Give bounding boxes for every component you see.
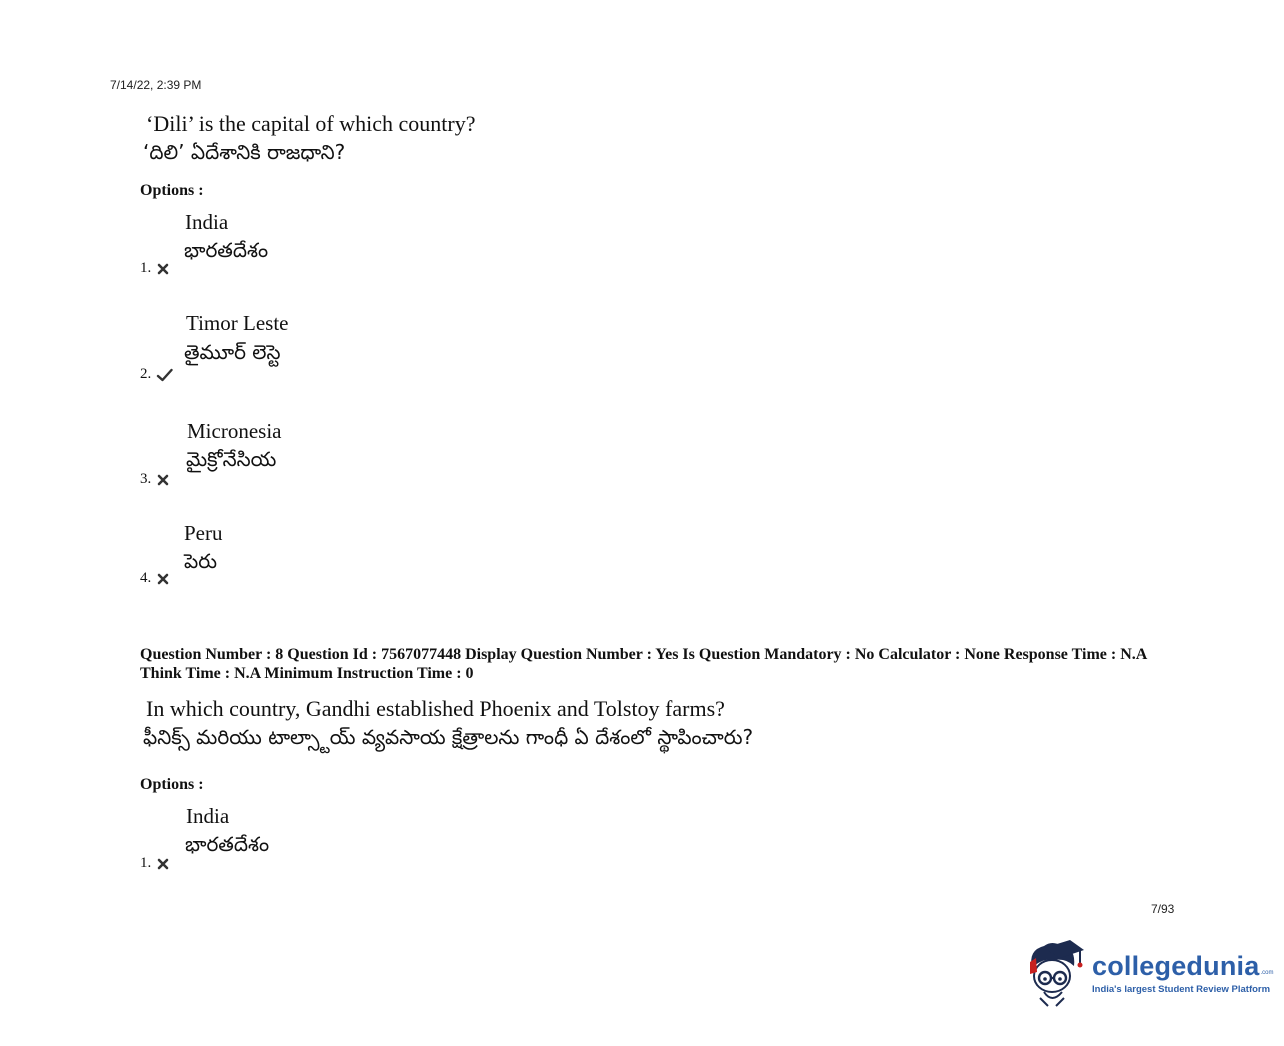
option-number: 3. (140, 471, 152, 487)
option-3-marker (140, 471, 170, 488)
option-1-telugu: భారతదేశం (184, 238, 269, 262)
option-1-english: India (185, 210, 229, 234)
option-2-telugu: తైమూర్ లెస్టె (184, 340, 281, 364)
option-1-marker (140, 855, 170, 872)
question-meta: Question Number : 8 Question Id : 7567077448 Display Question Number : Yes Is Question Mandatory : No Calculator : None Response Time : N.A Think Time : N.A Minimum Instruction Time : 0 (140, 646, 1147, 682)
cross-icon (156, 262, 170, 276)
print-timestamp: 7/14/22, 2:39 PM (110, 78, 202, 92)
option-4-telugu: పెరు (184, 549, 217, 573)
option-number: 4. (140, 570, 152, 586)
option-4-english: Peru (184, 521, 223, 545)
option-number: 1. (140, 260, 152, 276)
checkmark-icon (156, 368, 173, 382)
page-number: 7/93 (1151, 902, 1175, 916)
question-text-english: ‘Dili’ is the capital of which country? (146, 111, 476, 136)
options-label: Options : (140, 776, 204, 793)
mascot-icon (1022, 938, 1086, 1008)
logo-tagline: India's largest Student Review Platform (1092, 984, 1271, 995)
option-1-marker (140, 260, 170, 277)
cross-icon (156, 572, 170, 586)
logo-wordmark: collegedunia (1092, 951, 1260, 981)
option-2-marker (140, 366, 173, 383)
option-number: 2. (140, 366, 152, 382)
option-1-english: India (186, 804, 230, 828)
cross-icon (156, 473, 170, 487)
option-2-english: Timor Leste (186, 311, 289, 335)
option-1-telugu: భారతదేశం (185, 832, 270, 856)
options-label: Options : (140, 182, 204, 199)
option-4-marker (140, 570, 170, 587)
option-3-english: Micronesia (187, 419, 282, 443)
option-number: 1. (140, 855, 152, 871)
question-text-english: In which country, Gandhi established Phoenix and Tolstoy farms? (146, 696, 725, 721)
collegedunia-logo (1022, 938, 1273, 1008)
question-text-telugu: ‘దిలి’ ఏదేశానికి రాజధాని? (143, 140, 346, 164)
cross-icon (156, 857, 170, 871)
logo-suffix: .com (1260, 970, 1274, 976)
option-3-telugu: మైక్రోనేసియ (186, 447, 277, 471)
question-text-telugu: ఫీనిక్స్ మరియు టాల్స్టాయ్ వ్యవసాయ క్షేత్రాలను గాంధీ ఏ దేశంలో స్థాపించారు? (143, 725, 754, 749)
